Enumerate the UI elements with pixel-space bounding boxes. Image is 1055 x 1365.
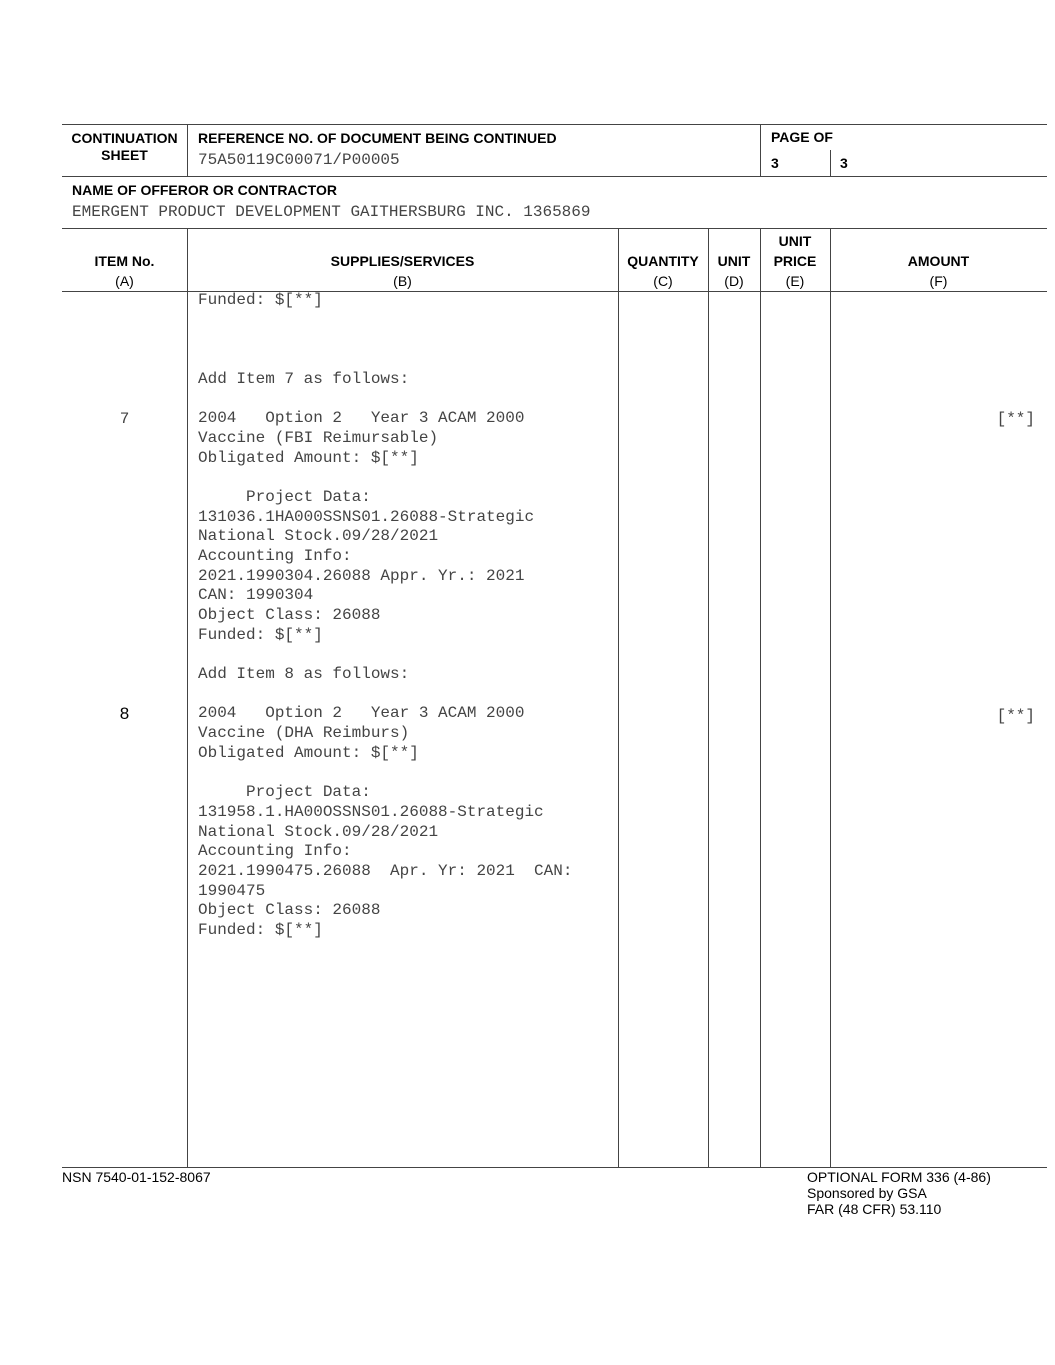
supplies-line: National Stock.09/28/2021 [198, 822, 439, 841]
col-unit-price-title2: PRICE [773, 253, 817, 269]
supplies-line [198, 311, 572, 331]
supplies-line: Project Data: [198, 783, 371, 802]
supplies-line: Funded: $[**] [198, 921, 323, 939]
supplies-line [198, 389, 572, 409]
form-designation [807, 1169, 991, 1217]
item-amount-8: [**] [996, 707, 1035, 725]
supplies-line [198, 330, 572, 350]
supplies-line: 2004 Option 2 Year 3 ACAM 2000 [198, 704, 525, 723]
supplies-line: 2004 Option 2 Year 3 ACAM 2000 [198, 409, 525, 428]
supplies-line: Object Class: 26088 [198, 606, 381, 624]
offeror-label: NAME OF OFFEROR OR CONTRACTOR [72, 182, 337, 198]
col-rule-e-f [830, 228, 831, 1167]
col-supplies-title: SUPPLIES/SERVICES [330, 253, 475, 269]
supplies-line: Obligated Amount: $[**] [198, 743, 419, 762]
supplies-line: Obligated Amount: $[**] [198, 448, 419, 467]
col-item-title: ITEM No. [94, 253, 155, 269]
page-number: 3 [771, 155, 779, 171]
col-head-unit [708, 251, 760, 291]
supplies-line: 2021.1990304.26088 Appr. Yr.: 2021 [198, 566, 525, 585]
col-head-unit-price [760, 231, 830, 291]
supplies-line: Add Item 8 as follows: [198, 665, 410, 684]
form-line2: Sponsored by GSA [807, 1185, 927, 1201]
header-divider-1 [187, 124, 188, 176]
item-number-8: 8 [119, 704, 130, 723]
item-number-7: 7 [119, 410, 130, 428]
supplies-line [198, 764, 572, 784]
col-rule-c-d [708, 228, 709, 1167]
supplies-line [198, 645, 572, 665]
continuation-sheet-label [62, 130, 187, 164]
nsn-number: NSN 7540-01-152-8067 [62, 1169, 211, 1185]
col-quantity-code: (C) [653, 273, 673, 289]
supplies-line: Funded: $[**] [198, 625, 323, 644]
supplies-line: Object Class: 26088 [198, 901, 381, 920]
supplies-line: Add Item 7 as follows: [198, 369, 410, 388]
col-rule-b-c [618, 228, 619, 1167]
supplies-line: Project Data: [198, 487, 371, 506]
col-head-amount [830, 251, 1047, 291]
offeror-value: EMERGENT PRODUCT DEVELOPMENT GAITHERSBURG INC. 1365869 [72, 203, 591, 221]
supplies-line: Funded: $[**] [198, 291, 323, 309]
supplies-line: National Stock.09/28/2021 [198, 527, 439, 546]
col-quantity-title: QUANTITY [627, 253, 699, 269]
continuation-line1: CONTINUATION [71, 130, 178, 146]
col-supplies-code: (B) [393, 273, 412, 289]
form-line3: FAR (48 CFR) 53.110 [807, 1201, 942, 1217]
form-line1: OPTIONAL FORM 336 (4-86) [807, 1169, 991, 1185]
item-amount-7: [**] [996, 410, 1035, 428]
page-total: 3 [840, 155, 848, 171]
supplies-line: Vaccine (FBI Reimursable) [198, 428, 439, 447]
supplies-line: Accounting Info: [198, 842, 352, 861]
col-head-supplies [187, 251, 618, 291]
header-mid-rule [62, 176, 1047, 177]
supplies-line: 131036.1HA000SSNS01.26088-Strategic [198, 507, 535, 526]
col-item-code: (A) [115, 273, 134, 289]
header-divider-3 [830, 150, 831, 176]
supplies-line [198, 685, 572, 705]
supplies-line: CAN: 1990304 [198, 586, 314, 605]
col-unit-code: (D) [724, 273, 744, 289]
supplies-line [198, 468, 572, 488]
supplies-line: 1990475 [198, 881, 266, 900]
header-top-rule [62, 124, 1047, 125]
header-divider-2 [760, 124, 761, 176]
col-head-quantity [618, 251, 708, 291]
supplies-services-text [198, 291, 572, 941]
col-unit-price-code: (E) [785, 273, 805, 289]
col-unit-title: UNIT [717, 253, 751, 269]
supplies-line [198, 350, 572, 370]
table-top-rule [62, 228, 1047, 229]
supplies-line: 131958.1.HA00OSSNS01.26088-Strategic [198, 802, 544, 821]
supplies-line: 2021.1990475.26088 Apr. Yr: 2021 CAN: [198, 861, 573, 880]
supplies-line: Vaccine (DHA Reimburs) [198, 724, 410, 743]
col-unit-price-title1: UNIT [778, 233, 812, 249]
supplies-line: Accounting Info: [198, 546, 352, 565]
col-rule-a-b [187, 228, 188, 1167]
reference-value: 75A50119C00071/P00005 [198, 151, 400, 169]
table-bottom-rule [62, 1167, 1047, 1168]
page-of-label: PAGE OF [771, 129, 833, 145]
continuation-line2: SHEET [101, 147, 148, 163]
col-rule-d-e [760, 228, 761, 1167]
reference-label: REFERENCE NO. OF DOCUMENT BEING CONTINUED [198, 130, 557, 146]
col-amount-title: AMOUNT [907, 253, 970, 269]
col-amount-code: (F) [929, 273, 948, 289]
col-head-item [62, 251, 187, 291]
